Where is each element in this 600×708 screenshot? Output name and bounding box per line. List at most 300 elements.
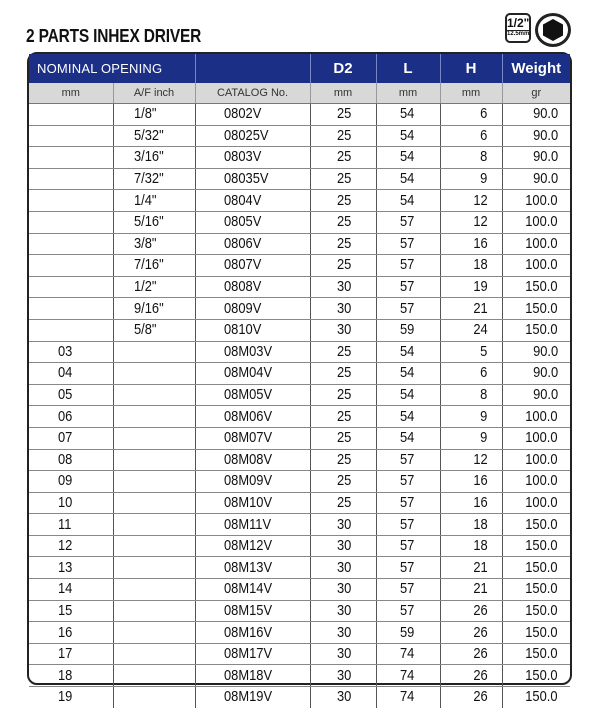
- cell-weight: [502, 492, 570, 514]
- cell-d2: [310, 622, 376, 644]
- cell-mm: [29, 168, 113, 190]
- table-row: [29, 298, 570, 320]
- cell-h-text: 26: [473, 666, 488, 684]
- cell-mm-text: 05: [58, 386, 73, 404]
- cell-weight-text: 150.0: [525, 321, 558, 339]
- cell-af-inch: [113, 471, 195, 493]
- cell-mm: [29, 687, 113, 708]
- cell-h: [440, 298, 502, 320]
- cell-mm-text: 18: [58, 666, 73, 684]
- cell-weight: [502, 211, 570, 233]
- cell-d2: [310, 104, 376, 126]
- cell-l-text: 57: [399, 213, 414, 231]
- cell-mm-text: 11: [58, 515, 72, 533]
- cell-af-inch: [113, 406, 195, 428]
- table-row: [29, 190, 570, 212]
- cell-d2: [310, 125, 376, 147]
- cell-af-inch-text: 5/16": [133, 213, 164, 231]
- table-row: [29, 341, 570, 363]
- cell-l-text: 54: [399, 191, 414, 209]
- cell-d2-text: 25: [336, 429, 351, 447]
- cell-d2: [310, 579, 376, 601]
- cell-catalog: [195, 147, 310, 169]
- cell-weight-text: 100.0: [525, 407, 558, 425]
- cell-catalog: [195, 319, 310, 341]
- cell-h: [440, 125, 502, 147]
- cell-weight-text: 150.0: [525, 515, 558, 533]
- cell-catalog-text: 0808V: [223, 278, 261, 296]
- cell-l: [376, 276, 440, 298]
- subheader-mm: mm: [29, 83, 113, 104]
- cell-h: [440, 104, 502, 126]
- cell-weight: [502, 104, 570, 126]
- cell-af-inch: [113, 319, 195, 341]
- table-row: [29, 363, 570, 385]
- square-drive-icon: [505, 13, 531, 43]
- cell-l-text: 54: [399, 364, 414, 382]
- hexagon-socket-icon: [535, 13, 571, 47]
- cell-mm: [29, 557, 113, 579]
- cell-l-text: 59: [399, 623, 414, 641]
- cell-af-inch: [113, 104, 195, 126]
- cell-catalog: [195, 514, 310, 536]
- cell-l-text: 57: [399, 472, 414, 490]
- cell-h: [440, 147, 502, 169]
- cell-catalog: [195, 363, 310, 385]
- cell-mm: [29, 104, 113, 126]
- cell-l-text: 54: [399, 148, 414, 166]
- cell-d2: [310, 471, 376, 493]
- table-row: [29, 535, 570, 557]
- cell-d2-text: 30: [336, 278, 351, 296]
- cell-h-text: 26: [473, 645, 488, 663]
- cell-catalog-text: 0805V: [223, 213, 261, 231]
- cell-af-inch: [113, 579, 195, 601]
- cell-catalog-text: 08M09V: [223, 472, 272, 490]
- cell-catalog: [195, 622, 310, 644]
- cell-mm: [29, 579, 113, 601]
- cell-h-text: 21: [473, 299, 488, 317]
- cell-l-text: 57: [399, 558, 414, 576]
- cell-mm: [29, 190, 113, 212]
- cell-weight-text: 90.0: [532, 148, 558, 166]
- cell-weight: [502, 168, 570, 190]
- cell-h-text: 21: [473, 558, 488, 576]
- cell-mm: [29, 643, 113, 665]
- cell-h-text: 18: [473, 256, 488, 274]
- cell-catalog-text: 0810V: [223, 321, 261, 339]
- cell-d2-text: 25: [336, 364, 351, 382]
- cell-d2-text: 25: [336, 126, 351, 144]
- cell-mm-text: 03: [58, 342, 73, 360]
- cell-catalog-text: 08M17V: [223, 645, 272, 663]
- cell-h-text: 6: [480, 126, 488, 144]
- cell-weight-text: 150.0: [525, 537, 558, 555]
- cell-h: [440, 211, 502, 233]
- cell-l: [376, 449, 440, 471]
- cell-l: [376, 341, 440, 363]
- cell-d2: [310, 643, 376, 665]
- cell-weight: [502, 579, 570, 601]
- cell-d2: [310, 449, 376, 471]
- cell-mm: [29, 449, 113, 471]
- page-title: 2 PARTS INHEX DRIVER: [26, 26, 202, 46]
- cell-h: [440, 579, 502, 601]
- cell-weight: [502, 449, 570, 471]
- cell-l: [376, 557, 440, 579]
- cell-h-text: 18: [473, 515, 488, 533]
- cell-h: [440, 427, 502, 449]
- cell-l: [376, 579, 440, 601]
- cell-d2: [310, 363, 376, 385]
- cell-catalog-text: 08035V: [223, 170, 268, 188]
- table-row: [29, 687, 570, 708]
- cell-h-text: 21: [473, 580, 488, 598]
- cell-weight: [502, 147, 570, 169]
- cell-catalog-text: 0809V: [223, 299, 261, 317]
- cell-catalog-text: 0806V: [223, 234, 261, 252]
- cell-catalog: [195, 492, 310, 514]
- subheader-d2-unit: mm: [310, 83, 376, 104]
- cell-mm: [29, 233, 113, 255]
- cell-mm-text: 16: [58, 623, 73, 641]
- cell-weight: [502, 643, 570, 665]
- cell-weight-text: 100.0: [525, 256, 558, 274]
- subheader-af-inch: A/F inch: [113, 83, 195, 104]
- cell-h: [440, 600, 502, 622]
- cell-catalog-text: 0807V: [223, 256, 261, 274]
- cell-weight-text: 150.0: [525, 558, 558, 576]
- cell-weight: [502, 255, 570, 277]
- cell-l-text: 74: [399, 688, 414, 706]
- cell-h-text: 12: [473, 450, 488, 468]
- cell-l-text: 57: [399, 580, 414, 598]
- cell-mm: [29, 341, 113, 363]
- cell-l: [376, 687, 440, 708]
- cell-af-inch-text: 5/8": [133, 321, 157, 339]
- cell-mm: [29, 514, 113, 536]
- cell-d2-text: 25: [336, 105, 351, 123]
- cell-h-text: 8: [480, 386, 488, 404]
- cell-d2: [310, 233, 376, 255]
- cell-weight: [502, 622, 570, 644]
- table-row: [29, 211, 570, 233]
- table-row: [29, 255, 570, 277]
- cell-catalog: [195, 535, 310, 557]
- cell-af-inch: [113, 535, 195, 557]
- cell-d2-text: 25: [336, 407, 351, 425]
- cell-h-text: 16: [473, 493, 488, 511]
- cell-catalog-text: 0802V: [223, 105, 261, 123]
- cell-d2-text: 25: [336, 450, 351, 468]
- cell-catalog-text: 08M04V: [223, 364, 272, 382]
- cell-mm-text: 07: [58, 429, 73, 447]
- cell-l-text: 74: [399, 645, 414, 663]
- cell-weight: [502, 125, 570, 147]
- table-row: [29, 622, 570, 644]
- cell-af-inch: [113, 341, 195, 363]
- cell-catalog-text: 08M06V: [223, 407, 272, 425]
- cell-af-inch-text: 7/32": [133, 170, 164, 188]
- header-h: H: [440, 54, 502, 83]
- cell-af-inch: [113, 190, 195, 212]
- cell-catalog-text: 08M15V: [223, 601, 272, 619]
- cell-catalog: [195, 427, 310, 449]
- cell-af-inch-text: 7/16": [133, 256, 164, 274]
- cell-mm: [29, 384, 113, 406]
- table-row: [29, 125, 570, 147]
- cell-catalog: [195, 384, 310, 406]
- cell-d2-text: 30: [336, 558, 351, 576]
- cell-af-inch: [113, 600, 195, 622]
- cell-h-text: 16: [473, 472, 488, 490]
- cell-d2: [310, 319, 376, 341]
- drive-size-label: 1/2": [507, 16, 530, 30]
- cell-af-inch: [113, 211, 195, 233]
- cell-l: [376, 600, 440, 622]
- table-row: [29, 600, 570, 622]
- cell-h-text: 26: [473, 623, 488, 641]
- cell-weight: [502, 535, 570, 557]
- cell-mm: [29, 255, 113, 277]
- cell-weight: [502, 687, 570, 708]
- cell-af-inch: [113, 233, 195, 255]
- cell-d2-text: 30: [336, 299, 351, 317]
- cell-l: [376, 255, 440, 277]
- table-row: [29, 471, 570, 493]
- cell-h: [440, 535, 502, 557]
- cell-d2-text: 30: [336, 515, 351, 533]
- cell-mm-text: 04: [58, 364, 73, 382]
- cell-h: [440, 276, 502, 298]
- cell-af-inch: [113, 665, 195, 687]
- cell-weight-text: 100.0: [525, 429, 558, 447]
- cell-d2-text: 25: [336, 170, 351, 188]
- table-row: [29, 406, 570, 428]
- cell-mm-text: 19: [58, 688, 73, 706]
- cell-h: [440, 319, 502, 341]
- cell-d2: [310, 276, 376, 298]
- cell-l: [376, 125, 440, 147]
- cell-d2-text: 30: [336, 688, 351, 706]
- cell-mm: [29, 492, 113, 514]
- cell-d2: [310, 406, 376, 428]
- cell-d2-text: 30: [336, 623, 351, 641]
- cell-h: [440, 492, 502, 514]
- cell-h-text: 12: [473, 213, 488, 231]
- cell-weight-text: 150.0: [525, 278, 558, 296]
- subheader-weight-unit: gr: [502, 83, 570, 104]
- cell-d2: [310, 557, 376, 579]
- cell-h: [440, 622, 502, 644]
- cell-h-text: 9: [480, 407, 488, 425]
- cell-l-text: 54: [399, 126, 414, 144]
- cell-h-text: 6: [480, 364, 488, 382]
- cell-h: [440, 643, 502, 665]
- cell-weight: [502, 363, 570, 385]
- cell-catalog: [195, 104, 310, 126]
- cell-mm-text: 08: [58, 450, 73, 468]
- cell-d2: [310, 255, 376, 277]
- cell-weight-text: 150.0: [525, 580, 558, 598]
- cell-mm: [29, 406, 113, 428]
- cell-d2: [310, 427, 376, 449]
- cell-h: [440, 514, 502, 536]
- cell-d2: [310, 535, 376, 557]
- cell-mm-text: 15: [58, 601, 73, 619]
- cell-h-text: 5: [480, 342, 488, 360]
- cell-l-text: 54: [399, 342, 414, 360]
- cell-h: [440, 687, 502, 708]
- table-row: [29, 665, 570, 687]
- cell-catalog: [195, 190, 310, 212]
- cell-l-text: 57: [399, 515, 414, 533]
- cell-mm-text: 17: [58, 645, 73, 663]
- cell-d2-text: 25: [336, 342, 351, 360]
- cell-l-text: 57: [399, 256, 414, 274]
- cell-l: [376, 471, 440, 493]
- cell-l-text: 57: [399, 450, 414, 468]
- cell-d2-text: 25: [336, 191, 351, 209]
- cell-weight: [502, 427, 570, 449]
- cell-catalog-text: 08M14V: [223, 580, 272, 598]
- cell-catalog: [195, 255, 310, 277]
- cell-h: [440, 363, 502, 385]
- cell-catalog: [195, 557, 310, 579]
- cell-weight: [502, 384, 570, 406]
- cell-l: [376, 535, 440, 557]
- cell-catalog-text: 0803V: [223, 148, 261, 166]
- table-row: [29, 643, 570, 665]
- cell-h: [440, 384, 502, 406]
- cell-mm-text: 09: [58, 472, 73, 490]
- cell-weight-text: 150.0: [525, 623, 558, 641]
- cell-af-inch: [113, 125, 195, 147]
- cell-d2-text: 30: [336, 580, 351, 598]
- cell-mm: [29, 665, 113, 687]
- cell-mm: [29, 600, 113, 622]
- cell-catalog: [195, 471, 310, 493]
- cell-h-text: 24: [473, 321, 488, 339]
- cell-h: [440, 406, 502, 428]
- cell-weight-text: 90.0: [532, 386, 558, 404]
- cell-weight: [502, 471, 570, 493]
- table-row: [29, 514, 570, 536]
- cell-weight: [502, 276, 570, 298]
- cell-weight-text: 150.0: [525, 666, 558, 684]
- cell-l-text: 57: [399, 299, 414, 317]
- cell-d2-text: 30: [336, 601, 351, 619]
- cell-d2-text: 30: [336, 321, 351, 339]
- cell-h: [440, 190, 502, 212]
- cell-h-text: 12: [473, 191, 488, 209]
- table-row: [29, 147, 570, 169]
- table-row: [29, 233, 570, 255]
- cell-weight: [502, 600, 570, 622]
- cell-h: [440, 255, 502, 277]
- cell-weight-text: 150.0: [525, 645, 558, 663]
- cell-catalog-text: 08M05V: [223, 386, 272, 404]
- cell-af-inch: [113, 427, 195, 449]
- cell-weight: [502, 514, 570, 536]
- spec-table-frame: [27, 52, 572, 706]
- cell-h-text: 8: [480, 148, 488, 166]
- subheader-l-unit: mm: [376, 83, 440, 104]
- cell-catalog: [195, 211, 310, 233]
- cell-h-text: 16: [473, 234, 488, 252]
- cell-l: [376, 363, 440, 385]
- table-row: [29, 449, 570, 471]
- cell-d2-text: 25: [336, 213, 351, 231]
- cell-weight: [502, 190, 570, 212]
- cell-mm-text: 12: [58, 537, 73, 555]
- cell-af-inch: [113, 643, 195, 665]
- cell-d2-text: 25: [336, 493, 351, 511]
- cell-h-text: 19: [473, 278, 488, 296]
- cell-af-inch: [113, 622, 195, 644]
- cell-l: [376, 643, 440, 665]
- cell-mm: [29, 211, 113, 233]
- cell-catalog: [195, 687, 310, 708]
- cell-af-inch: [113, 168, 195, 190]
- cell-mm: [29, 276, 113, 298]
- cell-af-inch-text: 3/8": [133, 234, 157, 252]
- cell-af-inch: [113, 384, 195, 406]
- cell-weight: [502, 298, 570, 320]
- cell-d2-text: 25: [336, 234, 351, 252]
- cell-d2-text: 30: [336, 537, 351, 555]
- cell-d2: [310, 600, 376, 622]
- table-row: [29, 384, 570, 406]
- cell-weight-text: 90.0: [532, 342, 558, 360]
- table-row: [29, 557, 570, 579]
- cell-catalog: [195, 579, 310, 601]
- cell-af-inch-text: 1/8": [133, 105, 157, 123]
- cell-h: [440, 233, 502, 255]
- cell-l: [376, 384, 440, 406]
- cell-weight-text: 100.0: [525, 234, 558, 252]
- cell-l-text: 54: [399, 407, 414, 425]
- spec-table: [29, 54, 570, 708]
- cell-catalog: [195, 168, 310, 190]
- cell-catalog-text: 08M12V: [223, 537, 272, 555]
- cell-catalog-text: 08M16V: [223, 623, 272, 641]
- cell-af-inch-text: 1/4": [133, 191, 157, 209]
- cell-af-inch-text: 5/32": [133, 126, 164, 144]
- cell-weight: [502, 233, 570, 255]
- cell-l-text: 57: [399, 601, 414, 619]
- cell-af-inch: [113, 298, 195, 320]
- cell-l: [376, 427, 440, 449]
- cell-weight-text: 150.0: [525, 601, 558, 619]
- cell-catalog: [195, 406, 310, 428]
- cell-weight-text: 90.0: [532, 170, 558, 188]
- cell-l-text: 54: [399, 386, 414, 404]
- cell-h-text: 26: [473, 601, 488, 619]
- cell-l-text: 57: [399, 537, 414, 555]
- cell-l: [376, 319, 440, 341]
- cell-mm: [29, 535, 113, 557]
- cell-mm-text: 06: [58, 407, 73, 425]
- header-weight: Weight: [502, 54, 570, 83]
- cell-catalog: [195, 276, 310, 298]
- table-row: [29, 492, 570, 514]
- cell-weight: [502, 341, 570, 363]
- cell-catalog-text: 0804V: [223, 191, 261, 209]
- cell-catalog-text: 08M03V: [223, 342, 272, 360]
- cell-h-text: 26: [473, 688, 488, 706]
- table-row: [29, 276, 570, 298]
